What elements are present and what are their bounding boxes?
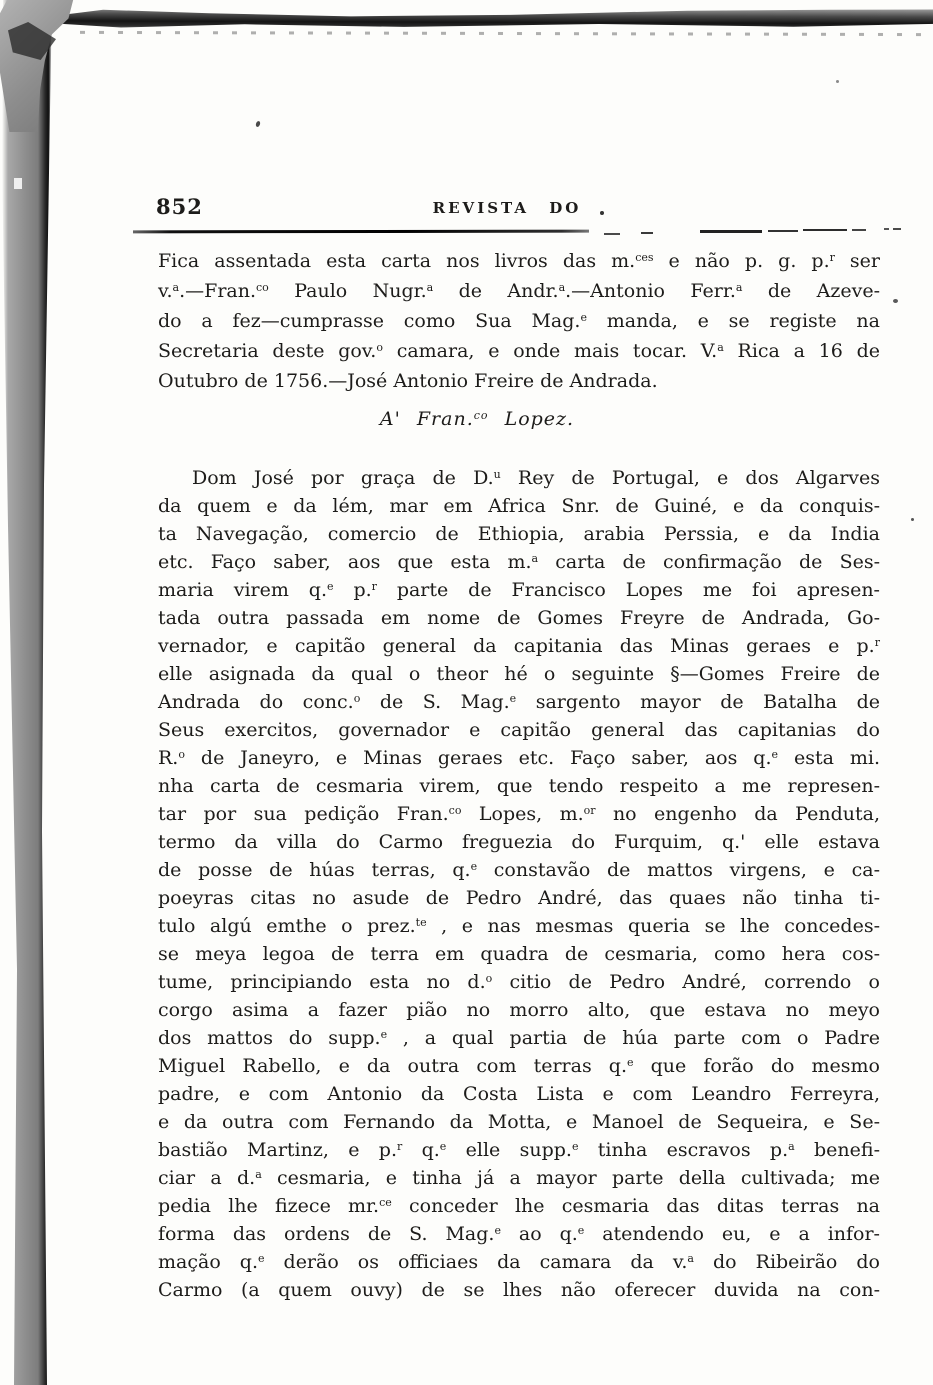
page-number: 852	[156, 194, 203, 219]
text-line: corgo asima a fazer pião no morro alto, que estava no meyo	[158, 999, 880, 1021]
text-line: do a fez—cumprasse como Sua Mag.$^e$ manda, e se registe na	[158, 310, 880, 332]
text-line: tulo algú emthe o prez.$^{te}$ , e nas mesmas queria se lhe concedes-	[158, 915, 880, 937]
scan-speck	[255, 120, 261, 127]
text-line: Secretaria deste gov.$^o$ camara, e onde mais tocar. V.$^a$ Rica a 16 de	[158, 340, 881, 362]
scan-speck	[836, 80, 839, 83]
scan-top-speckle-line	[80, 31, 925, 36]
header-rule-segment	[768, 230, 798, 232]
text-line: R.$^o$ de Janeyro, e Minas geraes etc. Faço saber, aos q.$^e$ esta mi.	[158, 747, 881, 769]
text-line: bastião Martinz, e p.$^r$ q.$^e$ elle supp.$^e$ tinha escravos p.$^a$ benefi-	[158, 1139, 880, 1161]
text-line: dos mattos do supp.$^e$ , a qual partia de húa parte com o Padre	[158, 1027, 881, 1049]
text-line: e da outra com Fernando da Motta, e Manoel de Sequeira, e Se-	[158, 1111, 880, 1133]
text-line: pedia lhe fizece mr.$^{ce}$ conceder lhe cesmaria das ditas terras na	[158, 1195, 881, 1217]
text-line: Andrada do conc.$^o$ de S. Mag.$^e$ sargento mayor de Batalha de	[158, 691, 881, 713]
text-line: Outubro de 1756.—José Antonio Freire de Andrada.	[158, 370, 658, 392]
text-line: padre, e com Antonio da Costa Lista e com Leandro Ferreyra,	[158, 1083, 880, 1105]
text-line: tada outra passada em nome de Gomes Freyre de Andrada, Go-	[158, 607, 880, 629]
scan-speck	[911, 518, 914, 521]
text-line: nha carta de cesmaria virem, que tendo respeito a me represen-	[158, 775, 880, 797]
text-line: vernador, e capitão general da capitania das Minas geraes e p.$^r$	[158, 635, 880, 657]
scan-left-binding-band	[2, 0, 52, 1385]
text-line: tume, principiando esta no d.$^o$ citio de Pedro André, correndo o	[158, 971, 880, 993]
text-line: termo da villa do Carmo freguezia do Furquim, q.' elle estava	[158, 831, 880, 853]
text-line: de posse de húas terras, q.$^e$ constavão de mattos virgens, e ca-	[158, 859, 880, 881]
header-rule-segment	[133, 230, 589, 234]
text-line: Seus exercitos, governador e capitão general das capitanias do	[158, 719, 880, 741]
text-line: forma das ordens de S. Mag.$^e$ ao q.$^e$ atendendo eu, e a infor-	[158, 1223, 880, 1245]
text-line: Fica assentada esta carta nos livros das m.$^{ces}$ e não p. g. p.$^r$ ser	[158, 250, 880, 272]
letter-body-paragraph	[158, 464, 880, 1304]
header-rule-segment	[893, 228, 901, 230]
text-line: elle asignada da qual o theor hé o seguinte §—Gomes Freire de	[158, 663, 880, 685]
header-rule-segment	[604, 233, 620, 235]
text-line: ta Navegação, comercio de Ethiopia, arabia Perssia, e da India	[158, 523, 880, 545]
text-line: ciar a d.$^a$ cesmaria, e tinha já a mayor parte della cultivada; me	[158, 1167, 880, 1189]
header-rule-segment	[641, 232, 653, 234]
header-rule-segment	[884, 228, 889, 230]
text-line: etc. Faço saber, aos que esta m.$^a$ carta de confirmação de Ses-	[158, 551, 881, 573]
text-line: mação q.$^e$ derão os officiaes da camara da v.$^a$ do Ribeirão do	[158, 1251, 880, 1273]
header-rule-segment	[803, 229, 847, 231]
text-line: da quem e da lém, mar em Africa Snr. de Guiné, e da conquis-	[158, 495, 880, 517]
text-line: Miguel Rabello, e da outra com terras q.$^e$ que forão do mesmo	[158, 1055, 881, 1077]
text-line: maria virem q.$^e$ p.$^r$ parte de Francisco Lopes me foi apresen-	[158, 579, 880, 601]
header-rule-segment	[700, 230, 762, 233]
text-line: tar por sua pedição Fran.$^{co}$ Lopes, m.$^{or}$ no engenho da Penduta,	[158, 803, 880, 825]
registration-note-paragraph	[158, 246, 880, 396]
text-line: v.$^a$.—Fran.$^{co}$ Paulo Nugr.$^a$ de Andr.$^a$.—Antonio Ferr.$^a$ de Azeve-	[158, 280, 880, 302]
running-title: REVISTA DO	[432, 199, 582, 217]
text-line: Dom José por graça de D.$^u$ Rey de Portugal, e dos Algarves	[192, 467, 880, 489]
text-line: poeyras citas no asude de Pedro André, das quaes não tinha ti-	[158, 887, 880, 909]
text-line: Carmo (a quem ouvy) de se lhes não oferecer duvida na con-	[158, 1279, 880, 1301]
scan-band-notch	[14, 178, 22, 189]
text-line: se meya legoa de terra em quadra de cesmaria, como hera cos-	[158, 943, 880, 965]
section-heading: A' Fran.$^{co}$ Lopez.	[379, 408, 575, 430]
scan-speck	[893, 299, 898, 303]
header-rule-segment	[852, 229, 866, 231]
